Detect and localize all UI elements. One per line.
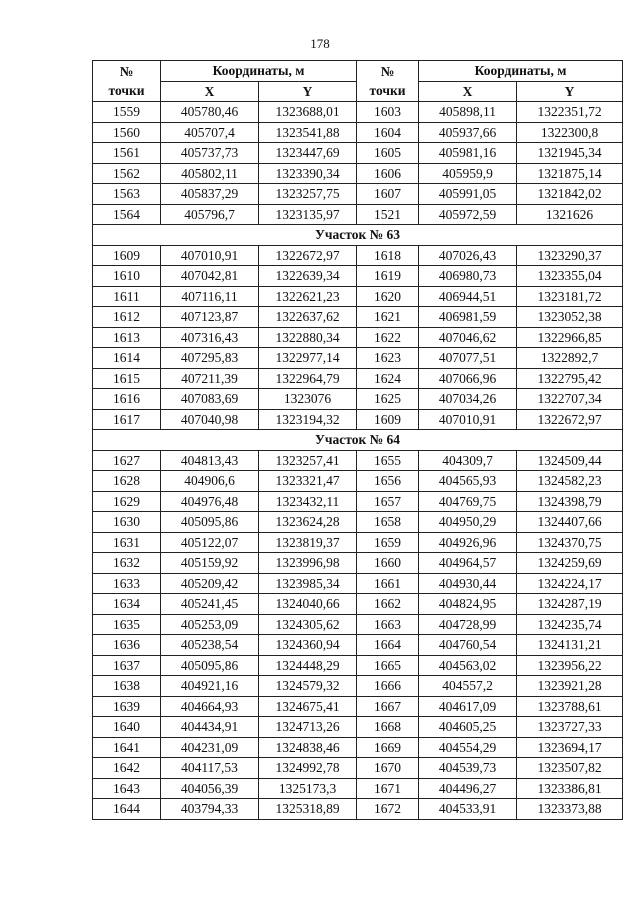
x-coordinate-cell: 404976,48 <box>161 491 259 512</box>
point-number-cell: 1607 <box>357 184 419 205</box>
x-coordinate-cell: 407116,11 <box>161 286 259 307</box>
x-coordinate-cell: 405095,86 <box>161 655 259 676</box>
y-coordinate-cell: 1324992,78 <box>259 758 357 779</box>
x-coordinate-cell: 405122,07 <box>161 532 259 553</box>
table-row <box>93 327 623 348</box>
point-label: точки <box>108 83 145 98</box>
x-coordinate-cell: 404231,09 <box>161 737 259 758</box>
table-row <box>93 184 623 205</box>
y-coordinate-cell: 1323321,47 <box>259 471 357 492</box>
x-coordinate-cell: 406944,51 <box>419 286 517 307</box>
point-number-cell: 1642 <box>93 758 161 779</box>
point-number-cell: 1560 <box>93 122 161 143</box>
x-coordinate-cell: 407042,81 <box>161 266 259 287</box>
point-number-cell: 1618 <box>357 245 419 266</box>
table-row <box>93 573 623 594</box>
y-coordinate-cell: 1323507,82 <box>517 758 623 779</box>
point-number-cell: 1628 <box>93 471 161 492</box>
table-row <box>93 491 623 512</box>
table-row <box>93 532 623 553</box>
x-coordinate-cell: 406980,73 <box>419 266 517 287</box>
x-coordinate-cell: 405737,73 <box>161 143 259 164</box>
x-coordinate-cell: 405159,92 <box>161 553 259 574</box>
x-coordinate-cell: 404728,99 <box>419 614 517 635</box>
point-number-cell: 1621 <box>357 307 419 328</box>
x-coordinate-cell: 404554,29 <box>419 737 517 758</box>
point-number-cell: 1671 <box>357 778 419 799</box>
point-number-cell: 1632 <box>93 553 161 574</box>
point-number-cell: 1605 <box>357 143 419 164</box>
y-coordinate-cell: 1324360,94 <box>259 635 357 656</box>
point-label: точки <box>369 83 406 98</box>
no-label: № <box>119 64 134 79</box>
x-coordinate-cell: 405241,45 <box>161 594 259 615</box>
point-number-cell: 1625 <box>357 389 419 410</box>
table-row <box>93 368 623 389</box>
point-number-cell: 1610 <box>93 266 161 287</box>
point-number-cell: 1656 <box>357 471 419 492</box>
y-coordinate-cell: 1323257,75 <box>259 184 357 205</box>
x-coordinate-cell: 405898,11 <box>419 102 517 123</box>
x-coordinate-cell: 404496,27 <box>419 778 517 799</box>
y-coordinate-cell: 1323135,97 <box>259 204 357 225</box>
y-coordinate-cell: 1323257,41 <box>259 450 357 471</box>
y-coordinate-cell: 1324398,79 <box>517 491 623 512</box>
x-coordinate-cell: 404664,93 <box>161 696 259 717</box>
y-coordinate-cell: 1324582,23 <box>517 471 623 492</box>
x-coordinate-cell: 407211,39 <box>161 368 259 389</box>
table-row <box>93 143 623 164</box>
y-coordinate-cell: 1322637,62 <box>259 307 357 328</box>
y-coordinate-cell: 1323181,72 <box>517 286 623 307</box>
point-number-cell: 1561 <box>93 143 161 164</box>
x-coordinate-cell: 405937,66 <box>419 122 517 143</box>
y-coordinate-cell: 1322707,34 <box>517 389 623 410</box>
point-number-cell: 1666 <box>357 676 419 697</box>
point-number-cell: 1662 <box>357 594 419 615</box>
point-number-cell: 1667 <box>357 696 419 717</box>
table-row <box>93 245 623 266</box>
x-coordinate-cell: 403794,33 <box>161 799 259 820</box>
x-coordinate-cell: 405981,16 <box>419 143 517 164</box>
table-row <box>93 307 623 328</box>
x-coordinate-cell: 404926,96 <box>419 532 517 553</box>
x-coordinate-cell: 407010,91 <box>419 409 517 430</box>
table-row <box>93 737 623 758</box>
point-number-cell: 1672 <box>357 799 419 820</box>
table-row <box>93 512 623 533</box>
y-coordinate-cell: 1323688,01 <box>259 102 357 123</box>
y-coordinate-cell: 1322672,97 <box>259 245 357 266</box>
point-number-cell: 1635 <box>93 614 161 635</box>
table-row <box>93 389 623 410</box>
header-row-top <box>93 61 623 82</box>
table-row <box>93 635 623 656</box>
table-row <box>93 122 623 143</box>
x-coordinate-cell: 407083,69 <box>161 389 259 410</box>
x-coordinate-cell: 405707,4 <box>161 122 259 143</box>
point-number-cell: 1668 <box>357 717 419 738</box>
y-coordinate-cell: 1323624,28 <box>259 512 357 533</box>
table-row <box>93 450 623 471</box>
y-coordinate-cell: 1321945,34 <box>517 143 623 164</box>
point-number-cell: 1631 <box>93 532 161 553</box>
table-row <box>93 696 623 717</box>
point-number-cell: 1604 <box>357 122 419 143</box>
point-number-cell: 1624 <box>357 368 419 389</box>
point-number-cell: 1564 <box>93 204 161 225</box>
table-row <box>93 266 623 287</box>
x-coordinate-cell: 407046,62 <box>419 327 517 348</box>
y-coordinate-cell: 1324675,41 <box>259 696 357 717</box>
x-coordinate-cell: 405780,46 <box>161 102 259 123</box>
y-coordinate-cell: 1323541,88 <box>259 122 357 143</box>
y-coordinate-cell: 1323290,37 <box>517 245 623 266</box>
y-coordinate-cell: 1323373,88 <box>517 799 623 820</box>
point-number-cell: 1637 <box>93 655 161 676</box>
point-number-cell: 1627 <box>93 450 161 471</box>
point-number-cell: 1644 <box>93 799 161 820</box>
x-header-2: X <box>419 81 517 102</box>
y-coordinate-cell: 1324713,26 <box>259 717 357 738</box>
x-coordinate-cell: 404309,7 <box>419 450 517 471</box>
x-coordinate-cell: 405837,29 <box>161 184 259 205</box>
x-coordinate-cell: 405253,09 <box>161 614 259 635</box>
y-coordinate-cell: 1321842,02 <box>517 184 623 205</box>
table-row <box>93 409 623 430</box>
x-coordinate-cell: 405796,7 <box>161 204 259 225</box>
point-number-header <box>93 61 161 102</box>
table-row <box>93 717 623 738</box>
point-number-cell: 1620 <box>357 286 419 307</box>
y-coordinate-cell: 1323996,98 <box>259 553 357 574</box>
x-coordinate-cell: 407034,26 <box>419 389 517 410</box>
y-coordinate-cell: 1323386,81 <box>517 778 623 799</box>
y-coordinate-cell: 1323694,17 <box>517 737 623 758</box>
point-number-cell: 1603 <box>357 102 419 123</box>
point-number-cell: 1641 <box>93 737 161 758</box>
x-coordinate-cell: 405991,05 <box>419 184 517 205</box>
x-coordinate-cell: 404906,6 <box>161 471 259 492</box>
y-coordinate-cell: 1324407,66 <box>517 512 623 533</box>
point-number-cell: 1609 <box>357 409 419 430</box>
y-coordinate-cell: 1323921,28 <box>517 676 623 697</box>
y-coordinate-cell: 1323355,04 <box>517 266 623 287</box>
y-coordinate-cell: 1324224,17 <box>517 573 623 594</box>
x-coordinate-cell: 407295,83 <box>161 348 259 369</box>
x-coordinate-cell: 407123,87 <box>161 307 259 328</box>
y-coordinate-cell: 1322351,72 <box>517 102 623 123</box>
y-coordinate-cell: 1323447,69 <box>259 143 357 164</box>
section-title-row <box>93 430 623 451</box>
y-coordinate-cell: 1322880,34 <box>259 327 357 348</box>
section-title-row <box>93 225 623 246</box>
y-coordinate-cell: 1322795,42 <box>517 368 623 389</box>
point-number-cell: 1639 <box>93 696 161 717</box>
y-coordinate-cell: 1323727,33 <box>517 717 623 738</box>
x-coordinate-cell: 404824,95 <box>419 594 517 615</box>
x-coordinate-cell: 405972,59 <box>419 204 517 225</box>
point-number-cell: 1634 <box>93 594 161 615</box>
y-coordinate-cell: 1323390,34 <box>259 163 357 184</box>
y-coordinate-cell: 1322964,79 <box>259 368 357 389</box>
point-number-cell: 1664 <box>357 635 419 656</box>
table-row <box>93 594 623 615</box>
x-coordinate-cell: 404921,16 <box>161 676 259 697</box>
x-coordinate-cell: 407026,43 <box>419 245 517 266</box>
y-coordinate-cell: 1324259,69 <box>517 553 623 574</box>
point-number-cell: 1622 <box>357 327 419 348</box>
table-row <box>93 163 623 184</box>
y-coordinate-cell: 1323788,61 <box>517 696 623 717</box>
table-row <box>93 286 623 307</box>
point-number-cell: 1638 <box>93 676 161 697</box>
point-number-cell: 1655 <box>357 450 419 471</box>
table-row <box>93 102 623 123</box>
point-number-cell: 1521 <box>357 204 419 225</box>
x-coordinate-cell: 404605,25 <box>419 717 517 738</box>
point-number-cell: 1614 <box>93 348 161 369</box>
y-coordinate-cell: 1323076 <box>259 389 357 410</box>
table-body <box>93 102 623 820</box>
point-number-cell: 1630 <box>93 512 161 533</box>
table-row <box>93 758 623 779</box>
point-number-cell: 1609 <box>93 245 161 266</box>
x-coordinate-cell: 405238,54 <box>161 635 259 656</box>
y-coordinate-cell: 1323956,22 <box>517 655 623 676</box>
y-coordinate-cell: 1321875,14 <box>517 163 623 184</box>
y-coordinate-cell: 1323819,37 <box>259 532 357 553</box>
table-row <box>93 553 623 574</box>
x-coordinate-cell: 404557,2 <box>419 676 517 697</box>
point-number-cell: 1661 <box>357 573 419 594</box>
y-coordinate-cell: 1322621,23 <box>259 286 357 307</box>
table-row <box>93 348 623 369</box>
point-number-cell: 1659 <box>357 532 419 553</box>
coordinates-table <box>92 60 623 820</box>
x-coordinate-cell: 407040,98 <box>161 409 259 430</box>
point-number-cell: 1617 <box>93 409 161 430</box>
point-number-cell: 1658 <box>357 512 419 533</box>
point-number-cell: 1616 <box>93 389 161 410</box>
y-coordinate-cell: 1323432,11 <box>259 491 357 512</box>
point-number-cell: 1629 <box>93 491 161 512</box>
point-number-cell: 1611 <box>93 286 161 307</box>
point-number-cell: 1657 <box>357 491 419 512</box>
y-coordinate-cell: 1322300,8 <box>517 122 623 143</box>
y-coordinate-cell: 1324305,62 <box>259 614 357 635</box>
point-number-cell: 1562 <box>93 163 161 184</box>
y-header-2: Y <box>517 81 623 102</box>
x-coordinate-cell: 404533,91 <box>419 799 517 820</box>
table-row <box>93 799 623 820</box>
x-coordinate-cell: 404056,39 <box>161 778 259 799</box>
point-number-cell: 1665 <box>357 655 419 676</box>
point-number-cell: 1612 <box>93 307 161 328</box>
point-number-cell: 1613 <box>93 327 161 348</box>
y-coordinate-cell: 1321626 <box>517 204 623 225</box>
table-row <box>93 614 623 635</box>
y-coordinate-cell: 1322966,85 <box>517 327 623 348</box>
x-header: X <box>161 81 259 102</box>
coordinates-header-2: Координаты, м <box>419 61 623 82</box>
y-coordinate-cell: 1324579,32 <box>259 676 357 697</box>
coordinates-header: Координаты, м <box>161 61 357 82</box>
y-coordinate-cell: 1322672,97 <box>517 409 623 430</box>
y-coordinate-cell: 1323985,34 <box>259 573 357 594</box>
x-coordinate-cell: 405095,86 <box>161 512 259 533</box>
point-number-cell: 1606 <box>357 163 419 184</box>
x-coordinate-cell: 404617,09 <box>419 696 517 717</box>
x-coordinate-cell: 404769,75 <box>419 491 517 512</box>
x-coordinate-cell: 404539,73 <box>419 758 517 779</box>
y-coordinate-cell: 1322639,34 <box>259 266 357 287</box>
y-coordinate-cell: 1324838,46 <box>259 737 357 758</box>
table-row <box>93 676 623 697</box>
point-number-cell: 1670 <box>357 758 419 779</box>
y-coordinate-cell: 1325318,89 <box>259 799 357 820</box>
table-row <box>93 655 623 676</box>
x-coordinate-cell: 405209,42 <box>161 573 259 594</box>
y-coordinate-cell: 1324235,74 <box>517 614 623 635</box>
point-number-cell: 1559 <box>93 102 161 123</box>
point-number-cell: 1563 <box>93 184 161 205</box>
point-number-cell: 1619 <box>357 266 419 287</box>
point-number-cell: 1615 <box>93 368 161 389</box>
x-coordinate-cell: 404930,44 <box>419 573 517 594</box>
no-label: № <box>380 64 395 79</box>
y-coordinate-cell: 1322977,14 <box>259 348 357 369</box>
x-coordinate-cell: 404964,57 <box>419 553 517 574</box>
x-coordinate-cell: 404813,43 <box>161 450 259 471</box>
y-coordinate-cell: 1323194,32 <box>259 409 357 430</box>
point-number-cell: 1660 <box>357 553 419 574</box>
table-row <box>93 204 623 225</box>
point-number-cell: 1643 <box>93 778 161 799</box>
x-coordinate-cell: 404117,53 <box>161 758 259 779</box>
x-coordinate-cell: 407316,43 <box>161 327 259 348</box>
x-coordinate-cell: 406981,59 <box>419 307 517 328</box>
y-coordinate-cell: 1325173,3 <box>259 778 357 799</box>
section-title: Участок № 64 <box>93 430 623 451</box>
x-coordinate-cell: 407066,96 <box>419 368 517 389</box>
point-number-header-2 <box>357 61 419 102</box>
point-number-cell: 1633 <box>93 573 161 594</box>
y-coordinate-cell: 1324287,19 <box>517 594 623 615</box>
point-number-cell: 1623 <box>357 348 419 369</box>
table-row <box>93 778 623 799</box>
point-number-cell: 1663 <box>357 614 419 635</box>
y-coordinate-cell: 1324370,75 <box>517 532 623 553</box>
y-header: Y <box>259 81 357 102</box>
x-coordinate-cell: 405959,9 <box>419 163 517 184</box>
x-coordinate-cell: 407077,51 <box>419 348 517 369</box>
y-coordinate-cell: 1324040,66 <box>259 594 357 615</box>
point-number-cell: 1636 <box>93 635 161 656</box>
x-coordinate-cell: 407010,91 <box>161 245 259 266</box>
section-title: Участок № 63 <box>93 225 623 246</box>
x-coordinate-cell: 404434,91 <box>161 717 259 738</box>
x-coordinate-cell: 404950,29 <box>419 512 517 533</box>
y-coordinate-cell: 1324448,29 <box>259 655 357 676</box>
x-coordinate-cell: 404760,54 <box>419 635 517 656</box>
x-coordinate-cell: 404563,02 <box>419 655 517 676</box>
y-coordinate-cell: 1324509,44 <box>517 450 623 471</box>
page-number: 178 <box>310 36 330 51</box>
point-number-cell: 1640 <box>93 717 161 738</box>
y-coordinate-cell: 1323052,38 <box>517 307 623 328</box>
table-row <box>93 471 623 492</box>
x-coordinate-cell: 404565,93 <box>419 471 517 492</box>
y-coordinate-cell: 1322892,7 <box>517 348 623 369</box>
point-number-cell: 1669 <box>357 737 419 758</box>
x-coordinate-cell: 405802,11 <box>161 163 259 184</box>
y-coordinate-cell: 1324131,21 <box>517 635 623 656</box>
